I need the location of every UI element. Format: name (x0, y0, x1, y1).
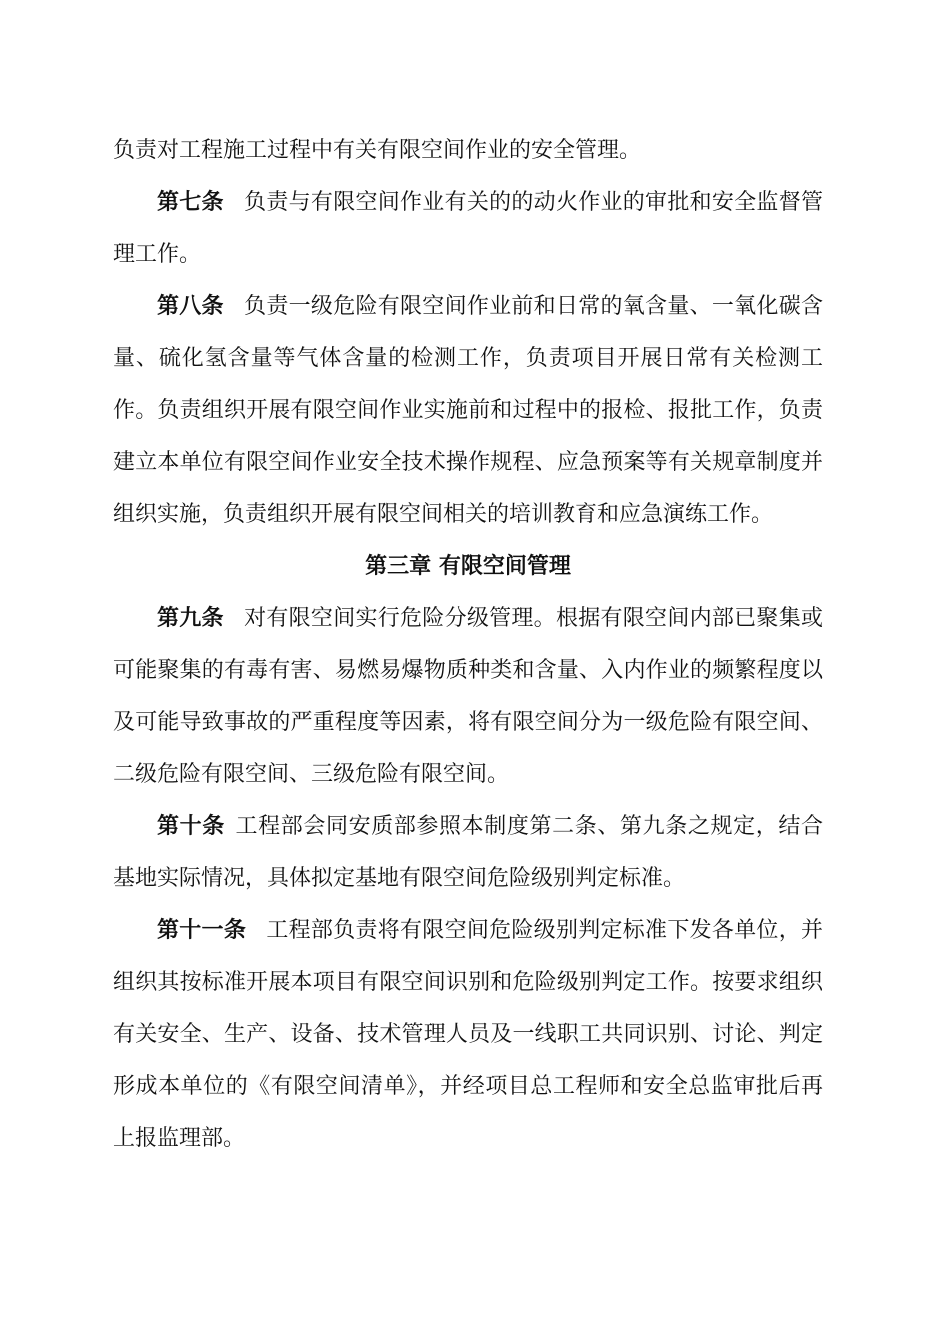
article-8 (113, 281, 823, 541)
article-11 (113, 905, 823, 1165)
article-9-text: 对有限空间实行危险分级管理。根据有限空间内部已聚集或可能聚集的有毒有害、易燃易爆物质种类和含量、入内作业的频繁程度以及可能导致事故的严重程度等因素，将有限空间分为一级危险有限空间、二级危险有限空间、三级危险有限空间。 (113, 606, 823, 787)
article-7 (113, 177, 823, 281)
article-9 (113, 593, 823, 801)
chapter-3-heading: 第三章 有限空间管理 (365, 554, 571, 579)
article-7-text: 负责与有限空间作业有关的的动火作业的审批和安全监督管理工作。 (113, 190, 823, 267)
article-9-number: 第九条 (157, 606, 224, 631)
document-page (113, 125, 823, 1165)
continuation-text: 负责对工程施工过程中有关有限空间作业的安全管理。 (113, 138, 642, 163)
article-8-text: 负责一级危险有限空间作业前和日常的氧含量、一氧化碳含量、硫化氢含量等气体含量的检测工作，负责项目开展日常有关检测工作。负责组织开展有限空间作业实施前和过程中的报检、报批工作，负责建立本单位有限空间作业安全技术操作规程、应急预案等有关规章制度并组织实施，负责组织开展有限空间相关的培训教育和应急演练工作。 (113, 294, 823, 527)
article-10-text: 工程部会同安质部参照本制度第二条、第九条之规定，结合基地实际情况，具体拟定基地有限空间危险级别判定标准。 (113, 814, 823, 891)
article-11-text: 工程部负责将有限空间危险级别判定标准下发各单位，并组织其按标准开展本项目有限空间识别和危险级别判定工作。按要求组织有关安全、生产、设备、技术管理人员及一线职工共同识别、讨论、判定形成本单位的《有限空间清单》，并经项目总工程师和安全总监审批后再上报监理部。 (113, 918, 823, 1151)
article-8-number: 第八条 (157, 294, 224, 319)
article-7-number: 第七条 (157, 190, 224, 215)
article-10 (113, 801, 823, 905)
article-11-number: 第十一条 (157, 918, 247, 943)
continuation-paragraph (113, 125, 823, 177)
article-10-number: 第十条 (157, 814, 225, 839)
